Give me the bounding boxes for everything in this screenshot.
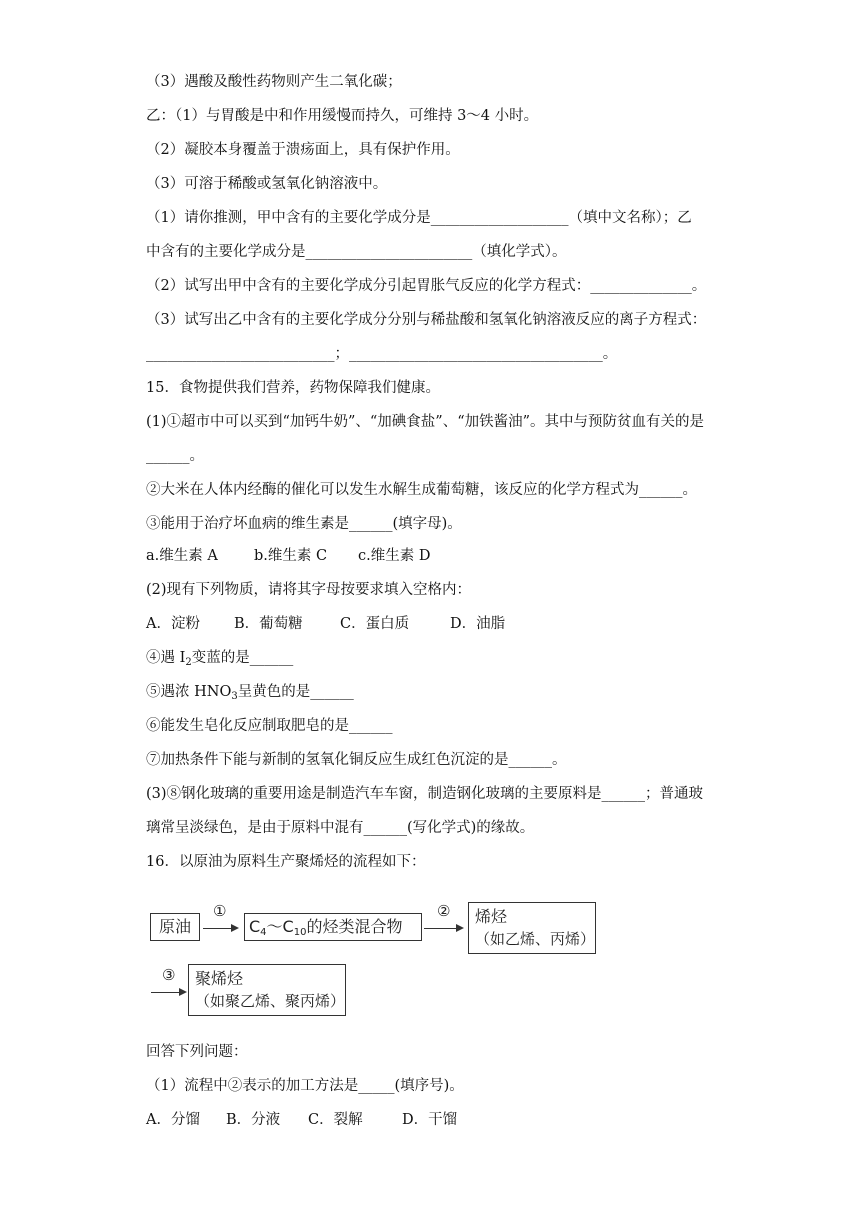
text-line: (2)现有下列物质，请将其字母按要求填入空格内： [146,582,472,598]
step-2-label: ② [437,902,451,920]
arrow-icon [424,928,462,929]
text-line: （3）试写出乙中含有的主要化学成分分别与稀盐酸和氢氧化钠溶液反应的离子方程式： [146,312,707,328]
options-row [146,546,430,566]
text-line: （1）请你推测，甲中含有的主要化学成分是___________________（填中文名称）；乙 [146,210,692,226]
text-line: （2）凝胶本身覆盖于溃疡面上，具有保护作用。 [146,142,460,158]
text-line: ②大米在人体内经酶的催化可以发生水解生成葡萄糖，该反应的化学方程式为______。 [146,482,697,498]
text-line: 璃常呈淡绿色，是由于原料中混有______(写化学式)的缘故。 [146,820,535,836]
text-line: （1）流程中②表示的加工方法是_____(填序号)。 [146,1078,464,1094]
text-line: 乙：（1）与胃酸是中和作用缓慢而持久，可维持 3～4 小时。 [146,108,539,124]
text-line: ⑥能发生皂化反应制取肥皂的是______ [146,718,393,734]
option-c: C．裂解 [308,1112,363,1128]
flow-box-polyolefins: 聚烯烃 （如聚乙烯、聚丙烯） [188,964,346,1016]
text-line: ⑤遇浓 $HNO_3$呈黄色的是______ [146,684,354,702]
question-15-title: 15．食物提供我们营养，药物保障我们健康。 [146,380,440,396]
text-line: （3）遇酸及酸性药物则产生二氧化碳； [146,74,402,90]
flow-box-crude-oil: 原油 [150,913,200,941]
step-1-label: ① [213,902,227,920]
option-b: B．分液 [226,1112,281,1128]
arrow-icon [203,928,237,929]
text-line: ⑦加热条件下能与新制的氢氧化铜反应生成红色沉淀的是______。 [146,752,567,768]
text-line: （3）可溶于稀酸或氢氧化钠溶液中。 [146,176,388,192]
flow-box-olefins: 烯烃 （如乙烯、丙烯） [468,902,596,954]
text-line: 回答下列问题： [146,1044,248,1060]
flow-box-hydrocarbon-mixture: $C_4\sim C_{10}$的烃类混合物 [244,913,422,941]
question-16-title: 16．以原油为原料生产聚烯烃的流程如下： [146,854,426,870]
text-line: __________________________；___________________________________。 [146,346,618,362]
text-line: (1)①超市中可以买到“加钙牛奶”、“加碘食盐”、“加铁酱油”。其中与预防贫血有关的是 [146,414,705,430]
option-a: A．分馏 [146,1112,200,1128]
option-c: c.维生素 D [358,548,431,564]
option-d: D．油脂 [450,616,506,632]
text-line: （2）试写出甲中含有的主要化学成分引起胃胀气反应的化学方程式：______________。 [146,278,707,294]
step-3-label: ③ [162,966,176,984]
options-row [146,1110,457,1130]
text-line: ③能用于治疗坏血病的维生素是______(填字母)。 [146,516,462,532]
arrow-icon [151,992,185,993]
option-c: C．蛋白质 [340,616,410,632]
option-b: B．葡萄糖 [234,616,303,632]
option-b: b.维生素 C [254,548,328,564]
option-d: D．干馏 [402,1112,458,1128]
text-line: ______。 [146,448,204,464]
options-row [146,614,505,634]
text-line: 中含有的主要化学成分是_______________________（填化学式）。 [146,244,567,260]
text-line: (3)⑧钢化玻璃的重要用途是制造汽车车窗，制造钢化玻璃的主要原料是______；普通玻 [146,786,704,802]
option-a: A．淀粉 [146,616,200,632]
option-a: a.维生素 A [146,548,218,564]
text-line: ④遇 $I_2$变蓝的是______ [146,650,294,668]
